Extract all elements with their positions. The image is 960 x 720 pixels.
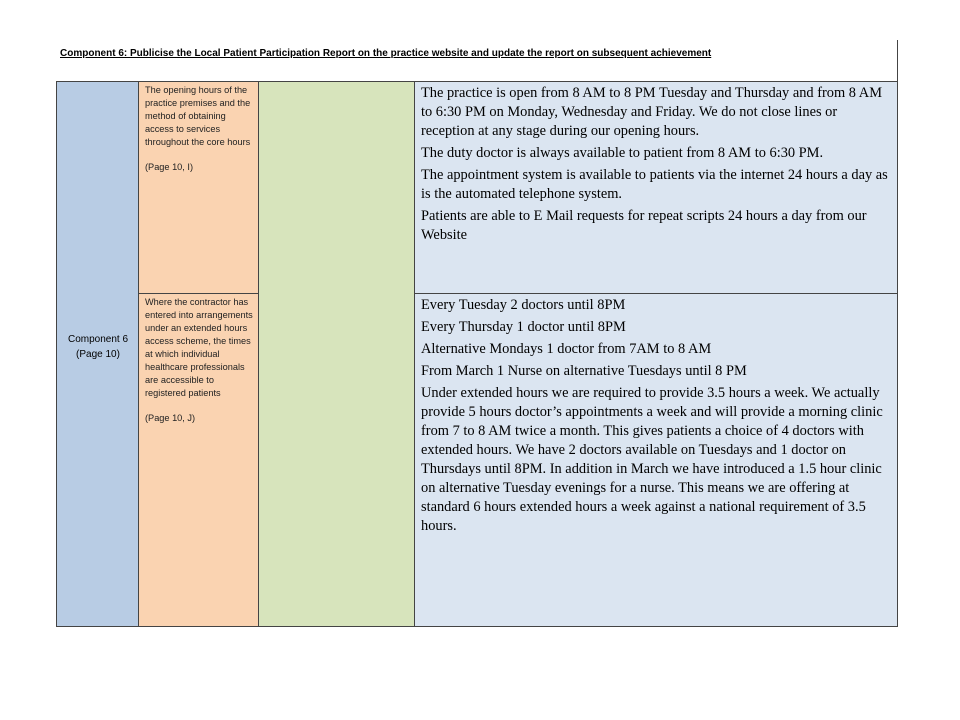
requirement-cell-1 [139, 82, 259, 294]
response-paragraph: Alternative Mondays 1 doctor from 7AM to 8 AM [421, 341, 712, 357]
table-header [56, 40, 898, 82]
component-label: Component 6 [67, 334, 129, 345]
response-paragraph: The practice is open from 8 AM to 8 PM Tuesday and Thursday and from 8 AM to 6:30 PM on Monday, Wednesday and Friday. We do not close lines or reception at any stage during our opening hours. [421, 85, 882, 139]
requirement-text: The opening hours of the practice premises and the method of obtaining access to services throughout the core hours [145, 85, 251, 147]
requirement-text: Where the contractor has entered into arrangements under an extended hours access scheme, the times at which individual healthcare professionals are accessible to registered patients [145, 297, 253, 398]
report-table [56, 81, 898, 627]
component-cell [57, 82, 139, 626]
requirement-reference: (Page 10, J) [145, 413, 196, 423]
response-paragraph: The appointment system is available to patients via the internet 24 hours a day as is the automated telephone system. [421, 167, 888, 202]
component-title: Component 6: Publicise the Local Patient Participation Report on the practice website and update the report on subsequent achievement [60, 48, 712, 59]
response-paragraph: Every Tuesday 2 doctors until 8PM [421, 297, 626, 313]
response-paragraph: Under extended hours we are required to provide 3.5 hours a week. We actually provide 5 hours doctor’s appointments a week and will provide a morning clinic from 7 to 8 AM twice a month. This gives patients a choice of 4 doctors with extended hours. We have 2 doctors available on Tuesdays and 1 doctor on Thursdays until 8PM. In addition in March we have introduced a 1.5 hour clinic on alternative Tuesday evenings for a nurse. This means we are offering at standard 6 hours extended hours a week against a national requirement of 3.5 hours. [421, 385, 883, 534]
response-paragraph: From March 1 Nurse on alternative Tuesdays until 8 PM [421, 363, 747, 379]
response-cell-2 [415, 294, 897, 626]
response-paragraph: Patients are able to E Mail requests for repeat scripts 24 hours a day from our Website [421, 208, 867, 243]
status-column [259, 82, 415, 626]
response-paragraph: Every Thursday 1 doctor until 8PM [421, 319, 626, 335]
requirement-cell-2 [139, 294, 259, 626]
response-cell-1 [415, 82, 897, 294]
requirement-reference: (Page 10, I) [145, 162, 194, 172]
response-paragraph: The duty doctor is always available to patient from 8 AM to 6:30 PM. [421, 145, 824, 161]
component-page-ref: (Page 10) [76, 349, 120, 360]
